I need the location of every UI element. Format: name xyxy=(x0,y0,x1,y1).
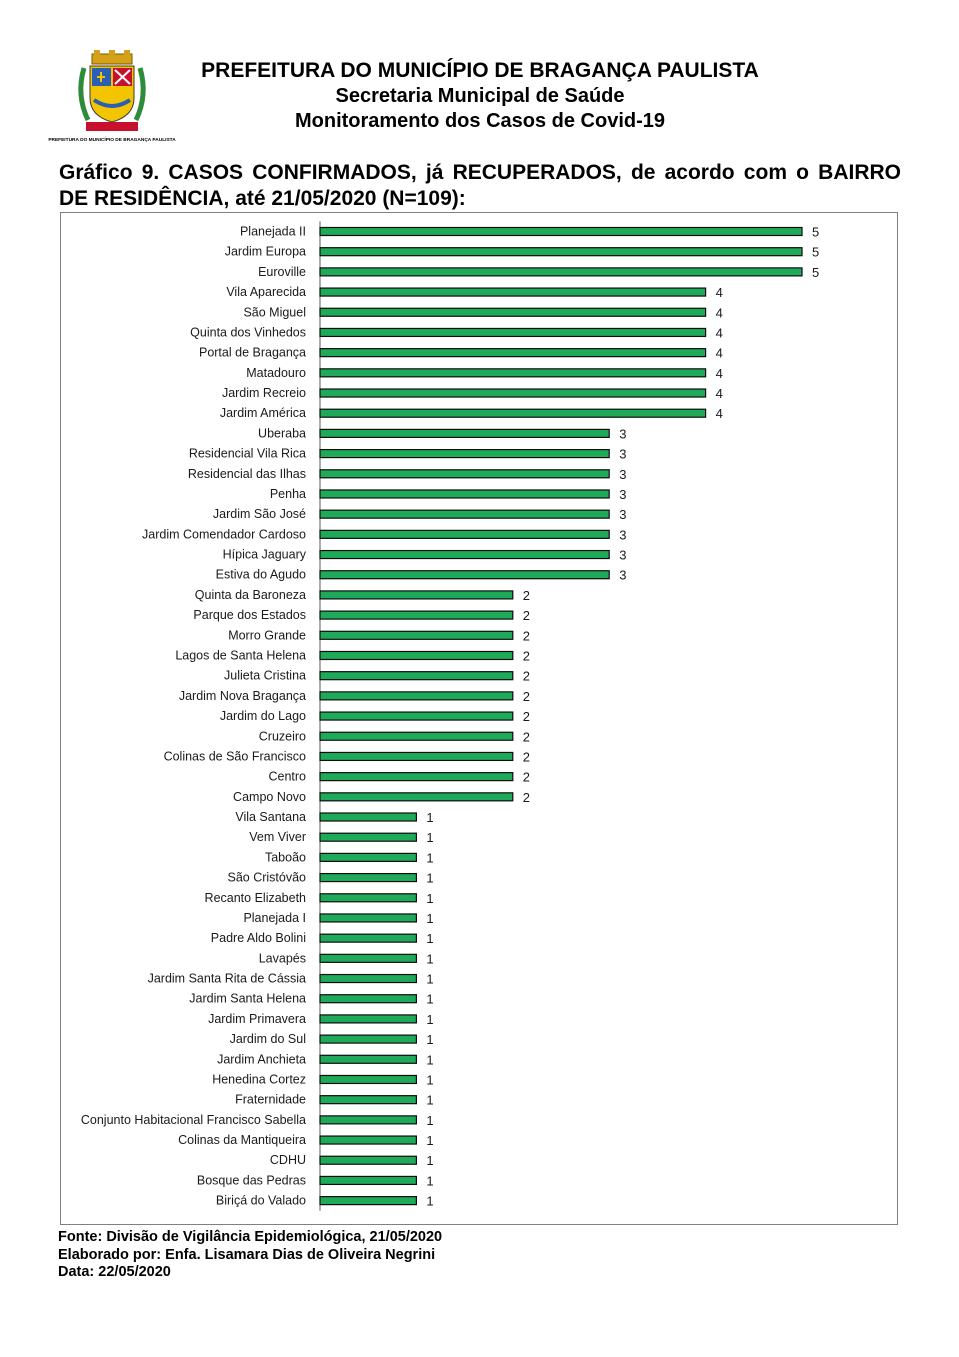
data-label: 5 xyxy=(812,224,820,240)
coat-of-arms-logo xyxy=(48,50,176,150)
bar xyxy=(320,470,609,478)
bar xyxy=(320,611,513,619)
category-label: Jardim do Sul xyxy=(229,1032,306,1047)
category-label: CDHU xyxy=(269,1153,306,1168)
bar xyxy=(320,591,513,599)
category-label: Biriçá do Valado xyxy=(215,1193,306,1208)
data-label: 1 xyxy=(426,810,434,826)
data-label: 1 xyxy=(426,1052,434,1068)
footer xyxy=(58,1229,442,1282)
bar xyxy=(320,308,706,316)
chart-frame xyxy=(60,212,898,1225)
category-label: Colinas da Mantiqueira xyxy=(178,1133,306,1148)
bar xyxy=(320,934,416,942)
data-label: 1 xyxy=(426,951,434,967)
data-label: 4 xyxy=(715,365,723,381)
category-label: Colinas de São Francisco xyxy=(163,749,306,764)
category-label: Jardim Nova Bragança xyxy=(178,688,306,703)
data-label: 1 xyxy=(426,1173,434,1189)
data-label: 1 xyxy=(426,1011,434,1027)
data-label: 4 xyxy=(715,305,723,321)
bar xyxy=(320,571,609,579)
data-label: 3 xyxy=(619,507,627,523)
category-label: Lavapés xyxy=(258,951,306,966)
data-label: 5 xyxy=(812,244,820,260)
category-label: Vem Viver xyxy=(249,830,306,845)
bar xyxy=(320,328,706,336)
bar xyxy=(320,288,706,296)
category-label: Parque dos Estados xyxy=(193,608,306,623)
page-header xyxy=(160,58,800,134)
bar xyxy=(320,530,609,538)
category-label: Campo Novo xyxy=(233,789,306,804)
data-label: 2 xyxy=(522,769,531,785)
bar xyxy=(320,551,609,559)
bar xyxy=(320,268,802,276)
bar xyxy=(320,752,513,760)
category-label: Jardim do Lago xyxy=(219,709,306,724)
data-label: 2 xyxy=(522,648,531,664)
source-note: Fonte: Divisão de Vigilância Epidemiológica, 21/05/2020 xyxy=(58,1229,443,1245)
category-label: Lagos de Santa Helena xyxy=(175,648,306,663)
data-label: 2 xyxy=(522,587,531,603)
data-label: 2 xyxy=(522,729,531,745)
category-label: Jardim Europa xyxy=(224,244,306,259)
bar xyxy=(320,1136,416,1144)
bar xyxy=(320,651,513,659)
bar xyxy=(320,954,416,962)
category-label: Vila Santana xyxy=(235,810,306,825)
category-label: Jardim São José xyxy=(212,507,306,522)
category-label: Quinta dos Vinhedos xyxy=(190,325,306,340)
data-label: 3 xyxy=(619,426,627,442)
bar xyxy=(320,369,706,377)
bar xyxy=(320,853,416,861)
data-label: 3 xyxy=(619,527,627,543)
bar xyxy=(320,389,706,397)
category-label: São Miguel xyxy=(243,305,306,320)
data-label: 1 xyxy=(426,1153,434,1169)
category-label: Hípica Jaguary xyxy=(222,547,306,562)
category-label: Residencial das Ilhas xyxy=(187,466,306,481)
department-title: Secretaria Municipal de Saúde xyxy=(335,85,625,107)
bar xyxy=(320,672,513,680)
bar xyxy=(320,813,416,821)
data-label: 1 xyxy=(426,1193,434,1209)
bar xyxy=(320,349,706,357)
category-label: Bosque das Pedras xyxy=(196,1173,306,1188)
category-label: Jardim Comendador Cardoso xyxy=(142,527,306,542)
bar xyxy=(320,1197,416,1205)
category-label: Euroville xyxy=(258,264,306,279)
category-label: Fraternidade xyxy=(235,1092,306,1107)
bar xyxy=(320,995,416,1003)
bar xyxy=(320,692,513,700)
data-label: 1 xyxy=(426,1112,434,1128)
bar xyxy=(320,490,609,498)
data-label: 1 xyxy=(426,1133,434,1149)
category-label: São Cristóvão xyxy=(227,870,306,885)
bar xyxy=(320,248,802,256)
data-label: 3 xyxy=(619,567,627,583)
category-label: Jardim Primavera xyxy=(208,1011,306,1026)
data-label: 4 xyxy=(715,325,723,341)
category-label: Henedina Cortez xyxy=(212,1072,306,1087)
data-label: 2 xyxy=(522,688,531,704)
data-label: 3 xyxy=(619,547,627,563)
data-label: 4 xyxy=(715,406,723,422)
bar xyxy=(320,1055,416,1063)
bar xyxy=(320,1096,416,1104)
bar xyxy=(320,510,609,518)
data-label: 1 xyxy=(426,971,434,987)
bar xyxy=(320,894,416,902)
category-label: Padre Aldo Bolini xyxy=(210,931,306,946)
data-label: 3 xyxy=(619,446,627,462)
bar xyxy=(320,1176,416,1184)
data-label: 3 xyxy=(619,486,627,502)
bar xyxy=(320,833,416,841)
data-label: 3 xyxy=(619,466,627,482)
category-label: Planejada II xyxy=(239,224,306,239)
category-label: Jardim Recreio xyxy=(221,386,306,401)
category-label: Jardim Santa Helena xyxy=(189,991,306,1006)
data-label: 1 xyxy=(426,1032,434,1048)
bar xyxy=(320,732,513,740)
bar-chart xyxy=(61,213,897,1224)
category-label: Portal de Bragança xyxy=(198,345,306,360)
category-label: Centro xyxy=(268,769,306,784)
data-label: 1 xyxy=(426,870,434,886)
municipality-title: PREFEITURA DO MUNICÍPIO DE BRAGANÇA PAULISTA xyxy=(201,59,759,82)
bar xyxy=(320,429,609,437)
bar xyxy=(320,409,706,417)
bar xyxy=(320,874,416,882)
data-label: 1 xyxy=(426,1072,434,1088)
category-label: Conjunto Habitacional Francisco Sabella xyxy=(80,1112,306,1127)
logo-caption: PREFEITURA DO MUNICÍPIO DE BRAGANÇA PAULISTA xyxy=(48,138,176,143)
bar xyxy=(320,1116,416,1124)
category-label: Recanto Elizabeth xyxy=(204,890,306,905)
data-label: 1 xyxy=(426,1092,434,1108)
bar xyxy=(320,1035,416,1043)
category-label: Morro Grande xyxy=(228,628,306,643)
bar xyxy=(320,631,513,639)
data-label: 4 xyxy=(715,285,723,301)
bar xyxy=(320,793,513,801)
chart-title: Gráfico 9. CASOS CONFIRMADOS, já RECUPERADOS, de acordo com o BAIRRO DE RESIDÊNCIA, até 21/05/2020 (N=109): xyxy=(59,161,901,210)
category-label: Jardim Santa Rita de Cássia xyxy=(147,971,306,986)
data-label: 1 xyxy=(426,890,434,906)
data-label: 5 xyxy=(812,264,820,280)
data-label: 2 xyxy=(522,608,531,624)
data-label: 1 xyxy=(426,910,434,926)
category-label: Planejada I xyxy=(243,910,306,925)
bar xyxy=(320,712,513,720)
report-title: Monitoramento dos Casos de Covid-19 xyxy=(294,110,666,132)
data-label: 1 xyxy=(426,850,434,866)
category-label: Penha xyxy=(269,486,306,501)
category-label: Uberaba xyxy=(258,426,306,441)
data-label: 2 xyxy=(522,709,531,725)
data-label: 1 xyxy=(426,931,434,947)
category-label: Residencial Vila Rica xyxy=(188,446,306,461)
category-label: Vila Aparecida xyxy=(226,285,306,300)
date-note: Data: 22/05/2020 xyxy=(58,1264,171,1280)
bar xyxy=(320,450,609,458)
bar xyxy=(320,228,802,236)
data-label: 1 xyxy=(426,991,434,1007)
bar xyxy=(320,914,416,922)
data-label: 2 xyxy=(522,628,531,644)
category-label: Julieta Cristina xyxy=(224,668,306,683)
data-label: 2 xyxy=(522,668,531,684)
data-label: 2 xyxy=(522,749,531,765)
bar xyxy=(320,975,416,983)
data-label: 2 xyxy=(522,789,531,805)
category-label: Taboão xyxy=(264,850,306,865)
category-label: Jardim América xyxy=(219,406,306,421)
category-label: Estiva do Agudo xyxy=(215,567,306,582)
category-label: Jardim Anchieta xyxy=(217,1052,306,1067)
data-label: 1 xyxy=(426,830,434,846)
data-label: 4 xyxy=(715,345,723,361)
category-label: Matadouro xyxy=(246,365,306,380)
bar xyxy=(320,1156,416,1164)
data-label: 4 xyxy=(715,386,723,402)
category-label: Cruzeiro xyxy=(258,729,306,744)
bar xyxy=(320,1015,416,1023)
bar xyxy=(320,1075,416,1083)
category-label: Quinta da Baroneza xyxy=(194,587,306,602)
coat-of-arms-icon xyxy=(48,50,176,150)
author-note: Elaborado por: Enfa. Lisamara Dias de Oliveira Negrini xyxy=(58,1246,436,1263)
bar xyxy=(320,773,513,781)
